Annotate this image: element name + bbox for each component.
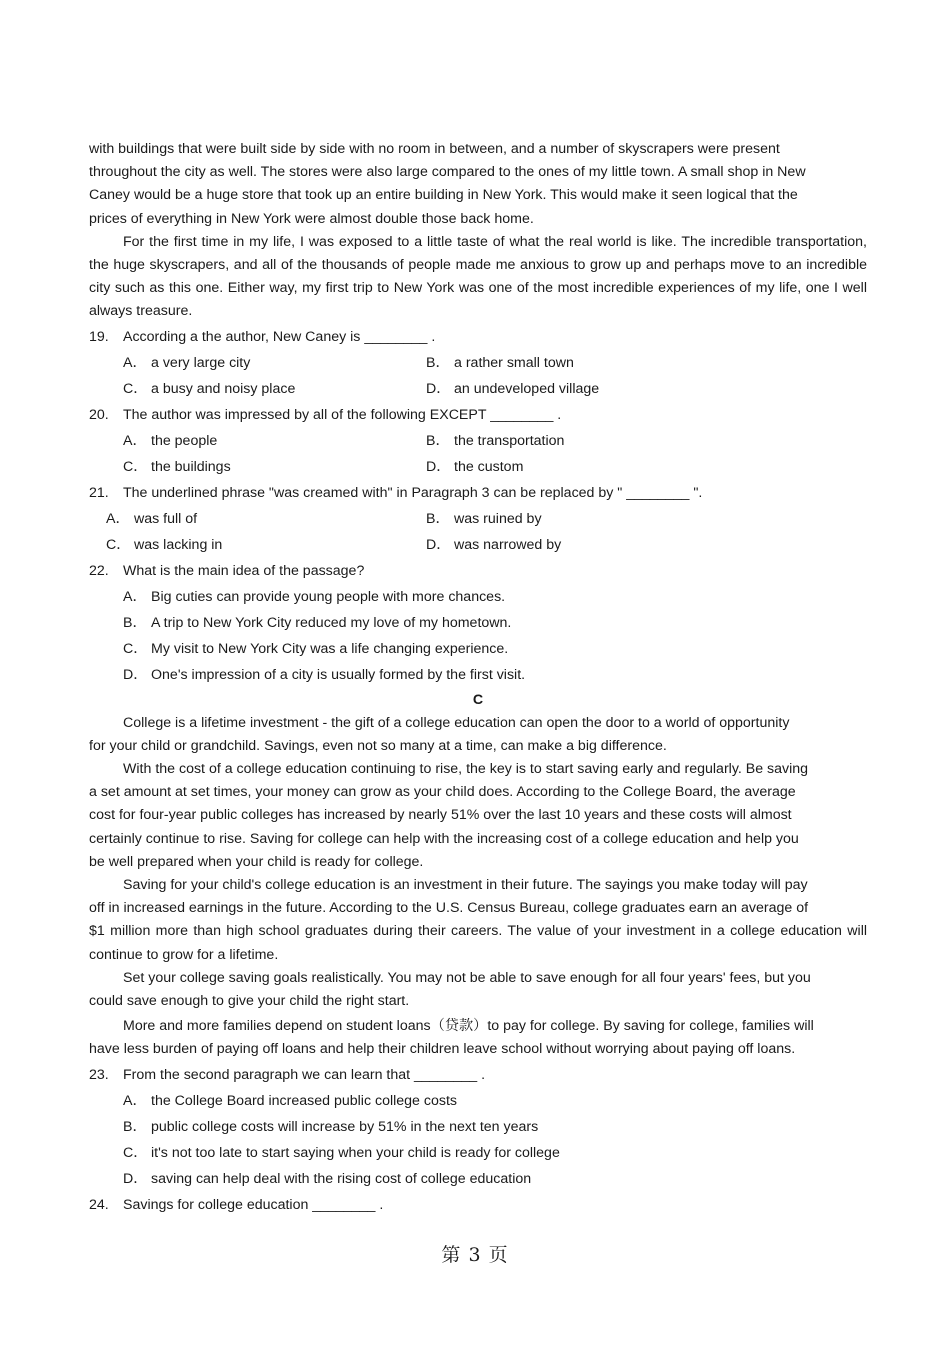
text-line: for your child or grandchild. Savings, even not so many at a time, can make a big difference. [89,737,667,754]
question-20 [89,403,867,480]
text-line: $1 million more than high school graduates during their careers. The value of your investment in a college education will continue to grow for a lifetime. [89,923,867,963]
question-text: According a the author, New Caney is ________ . [123,328,436,345]
option-b: B． public college costs will increase by 51% in the next ten years [123,1118,539,1135]
option-c: C． it's not too late to start saying when your child is ready for college [123,1144,560,1161]
section-c-paragraph-3 [89,874,867,967]
section-c-paragraph-5 [89,1015,867,1061]
option-a: A． was full of [106,510,198,527]
text-line: with buildings that were built side by side with no room in between, and a number of skyscrapers were present [89,141,780,157]
question-text: From the second paragraph we can learn that ________ . [123,1066,486,1083]
text-line: Caney would be a huge store that took up an entire building in New York. This would make it seen logical that the [89,187,798,204]
question-number: 23. [89,1066,109,1083]
option-b: B． A trip to New York City reduced my love of my hometown. [123,614,512,631]
passage-b-paragraph-2: For the first time in my life, I was exposed to a little taste of what the real world is like. The incredible transportation, the huge skyscrapers, and all of the thousands of people made me anxious to grow up and perhaps move to an incredible city such as this one. Either way, my first trip to New York was one of the most incredible experiences of my life, one I well always treasure. [89,233,867,320]
question-text: The author was impressed by all of the following EXCEPT ________ . [123,406,562,423]
text-line: a set amount at set times, your money can grow as your child does. According to the College Board, the average [89,784,796,801]
document-page [89,138,867,1218]
section-heading: C [472,691,484,708]
text-line: With the cost of a college education continuing to rise, the key is to start saving early and regularly. Be saving [123,761,809,778]
question-text: Savings for college education ________ . [123,1196,384,1213]
section-c-paragraph-4 [89,967,867,1013]
option-d: D． saving can help deal with the rising cost of college education [123,1170,532,1187]
text-line: prices of everything in New York were almost double those back home. [89,210,534,227]
option-a: A． Big cuties can provide young people with more chances. [123,588,506,605]
question-19 [89,325,867,402]
text-line: be well prepared when your child is ready for college. [89,853,424,870]
option-a: A． a very large city [123,354,251,371]
option-d: D． One's impression of a city is usually formed by the first visit. [123,666,526,683]
section-c-paragraph-1 [89,712,867,758]
option-c: C． a busy and noisy place [123,380,296,397]
option-d: D． the custom [426,458,524,475]
text-line: cost for four-year public colleges has increased by nearly 51% over the last 10 years and these costs will almost [89,807,792,824]
option-b: B． a rather small town [426,354,574,371]
text-line: More and more families depend on student loans（贷款）to pay for college. By saving for college, families will [123,1018,814,1035]
option-b: B． was ruined by [426,510,542,527]
question-number: 21. [89,484,109,501]
text-line: College is a lifetime investment - the gift of a college education can open the door to a world of opportunity [123,714,790,731]
section-c-paragraph-2 [89,758,867,874]
question-text: What is the main idea of the passage? [123,562,365,579]
question-number: 19. [89,328,109,345]
question-21 [89,481,867,558]
option-c: C． the buildings [123,458,231,475]
option-c: C． My visit to New York City was a life changing experience. [123,640,509,657]
text-line: could save enough to give your child the right start. [89,993,410,1010]
option-b: B． the transportation [426,432,565,449]
option-d: D． an undeveloped village [426,380,600,397]
text-line: certainly continue to rise. Saving for college can help with the increasing cost of a college education and help you [89,830,799,847]
question-number: 24. [89,1196,109,1213]
passage-b-paragraph-1 [89,138,867,231]
text-line: off in increased earnings in the future. According to the U.S. Census Bureau, college graduates earn an average of [89,900,809,917]
text-line: Set your college saving goals realistically. You may not be able to save enough for all four years' fees, but you [123,969,811,986]
page-number-footer: 第 3 页 [441,1244,509,1266]
text-line: have less burden of paying off loans and help their children leave school without worrying about paying off loans. [89,1041,796,1058]
question-23 [89,1063,867,1192]
question-text: The underlined phrase "was creamed with" in Paragraph 3 can be replaced by " ________ ". [123,484,703,501]
text-line: throughout the city as well. The stores were also large compared to the ones of my little town. A small shop in New [89,164,806,181]
question-24 [89,1193,867,1218]
text-line: Saving for your child's college education is an investment in their future. The sayings you make today will pay [123,877,808,894]
option-d: D． was narrowed by [426,536,562,553]
question-number: 20. [89,406,109,423]
question-number: 22. [89,562,109,579]
option-a: A． the people [123,432,218,449]
option-a: A． the College Board increased public college costs [123,1092,458,1109]
question-22 [89,559,867,688]
option-c: C． was lacking in [106,536,223,553]
